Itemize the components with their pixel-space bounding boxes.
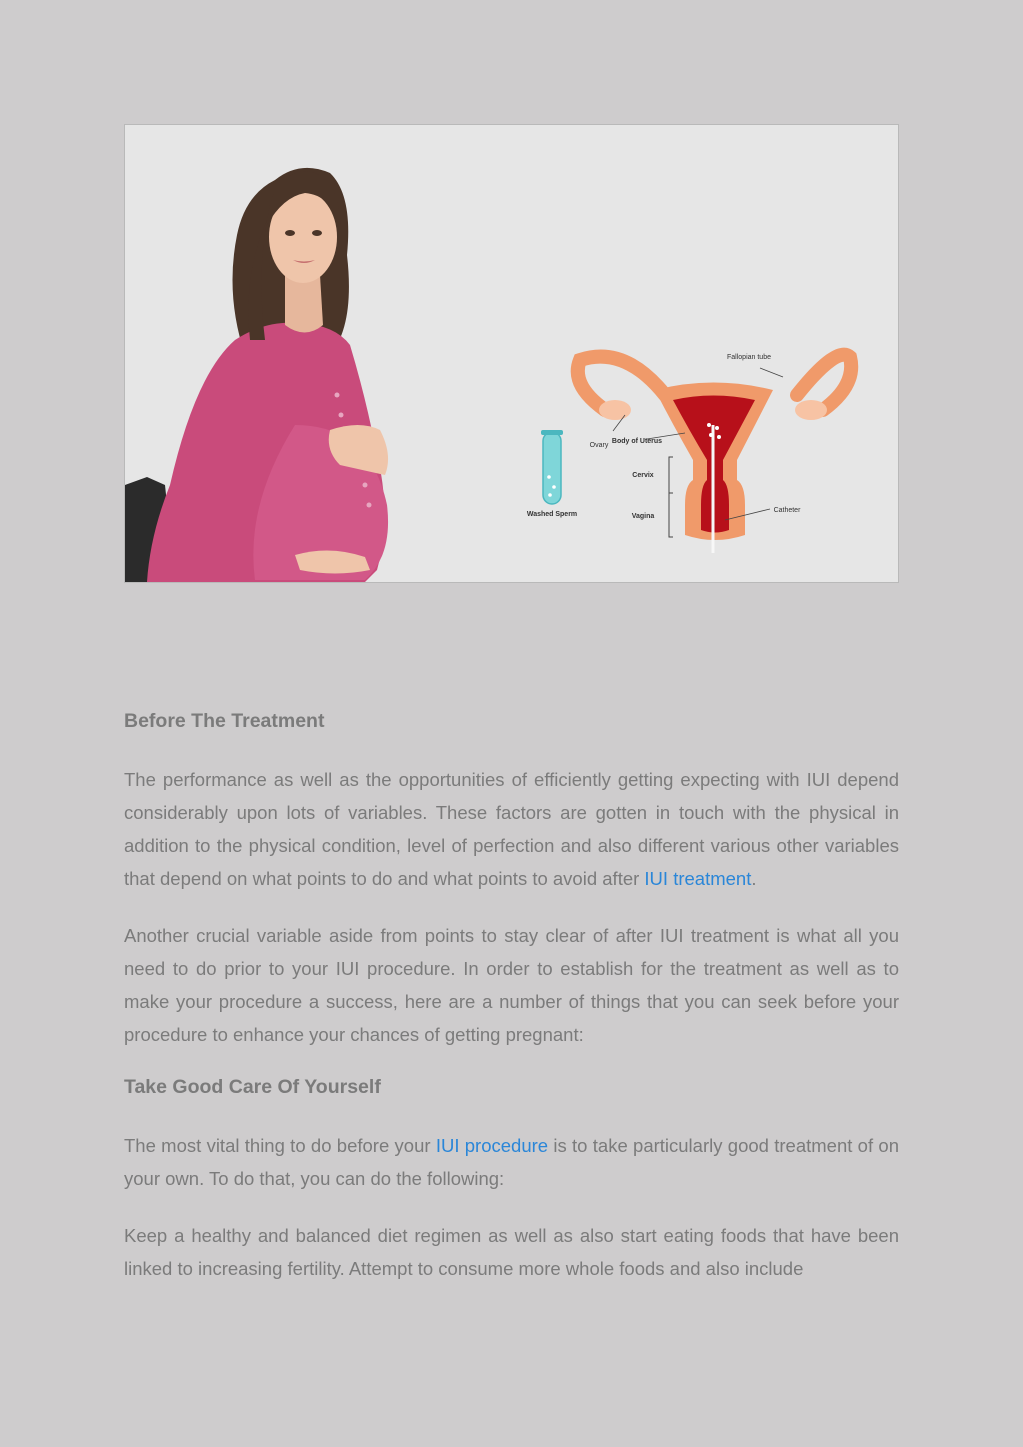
diagram-label-catheter: Catheter	[773, 507, 801, 514]
paragraph-text: The performance as well as the opportunities of efficiently getting expecting with IUI depend considerably upon lots of variables. These factors are gotten in touch with the physical in addition to the physical condition, level of perfection and also different various other variables that depend on what points to do and what points to avoid after	[124, 769, 899, 889]
hero-image	[124, 124, 899, 583]
paragraph-text: The most vital thing to do before your	[124, 1135, 436, 1156]
article-body	[124, 706, 899, 1285]
paragraph-text: is to take particularly good treatment of on your own. To do that, you can do the following:	[124, 1135, 899, 1189]
diagram-label-washed-sperm: Washed Sperm	[526, 511, 578, 518]
diagram-label-vagina: Vagina	[631, 513, 655, 520]
uterus-diagram	[578, 355, 851, 553]
iui-treatment-link[interactable]: IUI treatment	[644, 868, 752, 889]
diagram-label-body-of-uterus: Body of Uterus	[611, 438, 663, 445]
paragraph	[124, 763, 899, 895]
diagram-label-cervix: Cervix	[632, 472, 654, 479]
paragraph: Another crucial variable aside from points to stay clear of after IUI treatment is what all you need to do prior to your IUI procedure. In order to establish for the treatment as well as to make your procedure a success, here are a number of things that you can seek before your procedure to enhance your chances of getting pregnant:	[124, 925, 899, 1045]
section-heading: Take Good Care Of Yourself	[124, 1076, 381, 1098]
section-heading: Before The Treatment	[124, 710, 325, 732]
test-tube-icon	[541, 430, 563, 504]
paragraph: Keep a healthy and balanced diet regimen as well as also start eating foods that have been linked to increasing fertility. Attempt to consume more whole foods and also include	[124, 1225, 899, 1279]
paragraph-text: .	[751, 868, 757, 889]
iui-procedure-link[interactable]: IUI procedure	[435, 1135, 549, 1156]
diagram-label-ovary: Ovary	[589, 442, 609, 449]
diagram-label-fallopian-tube: Fallopian tube	[727, 354, 771, 361]
pregnant-woman-illustration	[125, 168, 388, 582]
paragraph	[124, 1129, 899, 1195]
